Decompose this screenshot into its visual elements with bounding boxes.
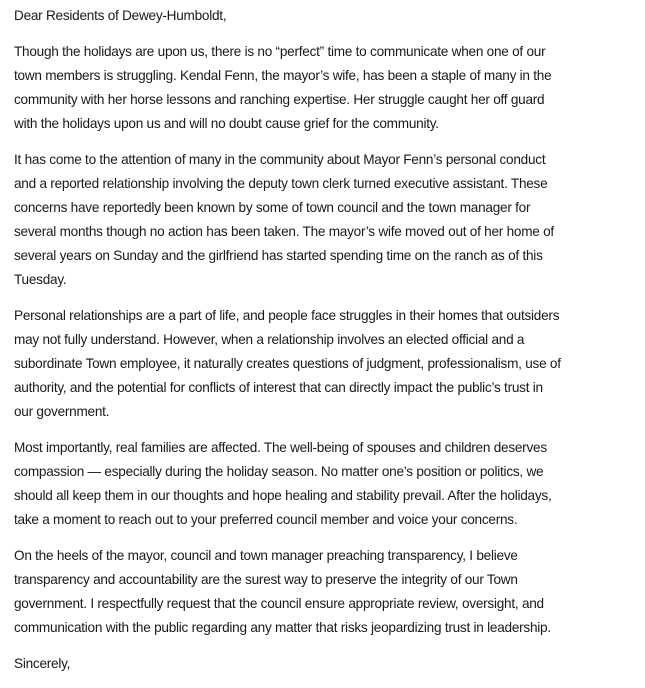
paragraph-line: with the holidays upon us and will no doubt cause grief for the community. bbox=[14, 116, 439, 131]
paragraph-line: concerns have reportedly been known by some of town council and the town manager for bbox=[14, 200, 531, 215]
paragraph-line: Personal relationships are a part of life, and people face struggles in their homes that outsiders bbox=[14, 308, 560, 323]
closing-text: Sincerely, bbox=[14, 656, 71, 671]
paragraph-line: Though the holidays are upon us, there is no “perfect” time to communicate when one of our bbox=[14, 44, 546, 59]
body-paragraph-4 bbox=[14, 436, 639, 532]
letter-document bbox=[14, 4, 639, 688]
paragraph-line: our government. bbox=[14, 404, 110, 419]
paragraph-line: several years on Sunday and the girlfriend has started spending time on the ranch as of this bbox=[14, 248, 543, 263]
paragraph-line: may not fully understand. However, when a relationship involves an elected official and a bbox=[14, 332, 525, 347]
salutation bbox=[14, 4, 639, 28]
paragraph-line: community with her horse lessons and ranching expertise. Her struggle caught her off guard bbox=[14, 92, 545, 107]
paragraph-line: transparency and accountability are the surest way to preserve the integrity of our Town bbox=[14, 572, 518, 587]
paragraph-line: and a reported relationship involving the deputy town clerk turned executive assistant. These bbox=[14, 176, 548, 191]
paragraph-line: several months though no action has been taken. The mayor’s wife moved out of her home of bbox=[14, 224, 554, 239]
body-paragraph-2 bbox=[14, 148, 639, 292]
paragraph-line: compassion — especially during the holiday season. No matter one’s position or politics, we bbox=[14, 464, 544, 479]
paragraph-line: Tuesday. bbox=[14, 272, 67, 287]
body-paragraph-5 bbox=[14, 544, 639, 640]
paragraph-line: It has come to the attention of many in the community about Mayor Fenn’s personal conduct bbox=[14, 152, 546, 167]
paragraph-line: authority, and the potential for conflicts of interest that can directly impact the public’s trust in bbox=[14, 380, 543, 395]
body-paragraph-3 bbox=[14, 304, 639, 424]
body-paragraph-1 bbox=[14, 40, 639, 136]
paragraph-line: government. I respectfully request that the council ensure appropriate review, oversight, and bbox=[14, 596, 544, 611]
paragraph-line: communication with the public regarding any matter that risks jeopardizing trust in leadership. bbox=[14, 620, 551, 635]
closing bbox=[14, 652, 639, 676]
paragraph-line: take a moment to reach out to your preferred council member and voice your concerns. bbox=[14, 512, 518, 527]
salutation-text: Dear Residents of Dewey-Humboldt, bbox=[14, 8, 227, 23]
paragraph-line: should all keep them in our thoughts and hope healing and stability prevail. After the holidays, bbox=[14, 488, 552, 503]
paragraph-line: On the heels of the mayor, council and town manager preaching transparency, I believe bbox=[14, 548, 518, 563]
paragraph-line: Most importantly, real families are affected. The well-being of spouses and children deserves bbox=[14, 440, 547, 455]
paragraph-line: town members is struggling. Kendal Fenn, the mayor’s wife, has been a staple of many in the bbox=[14, 68, 552, 83]
paragraph-line: subordinate Town employee, it naturally creates questions of judgment, professionalism, use of bbox=[14, 356, 561, 371]
